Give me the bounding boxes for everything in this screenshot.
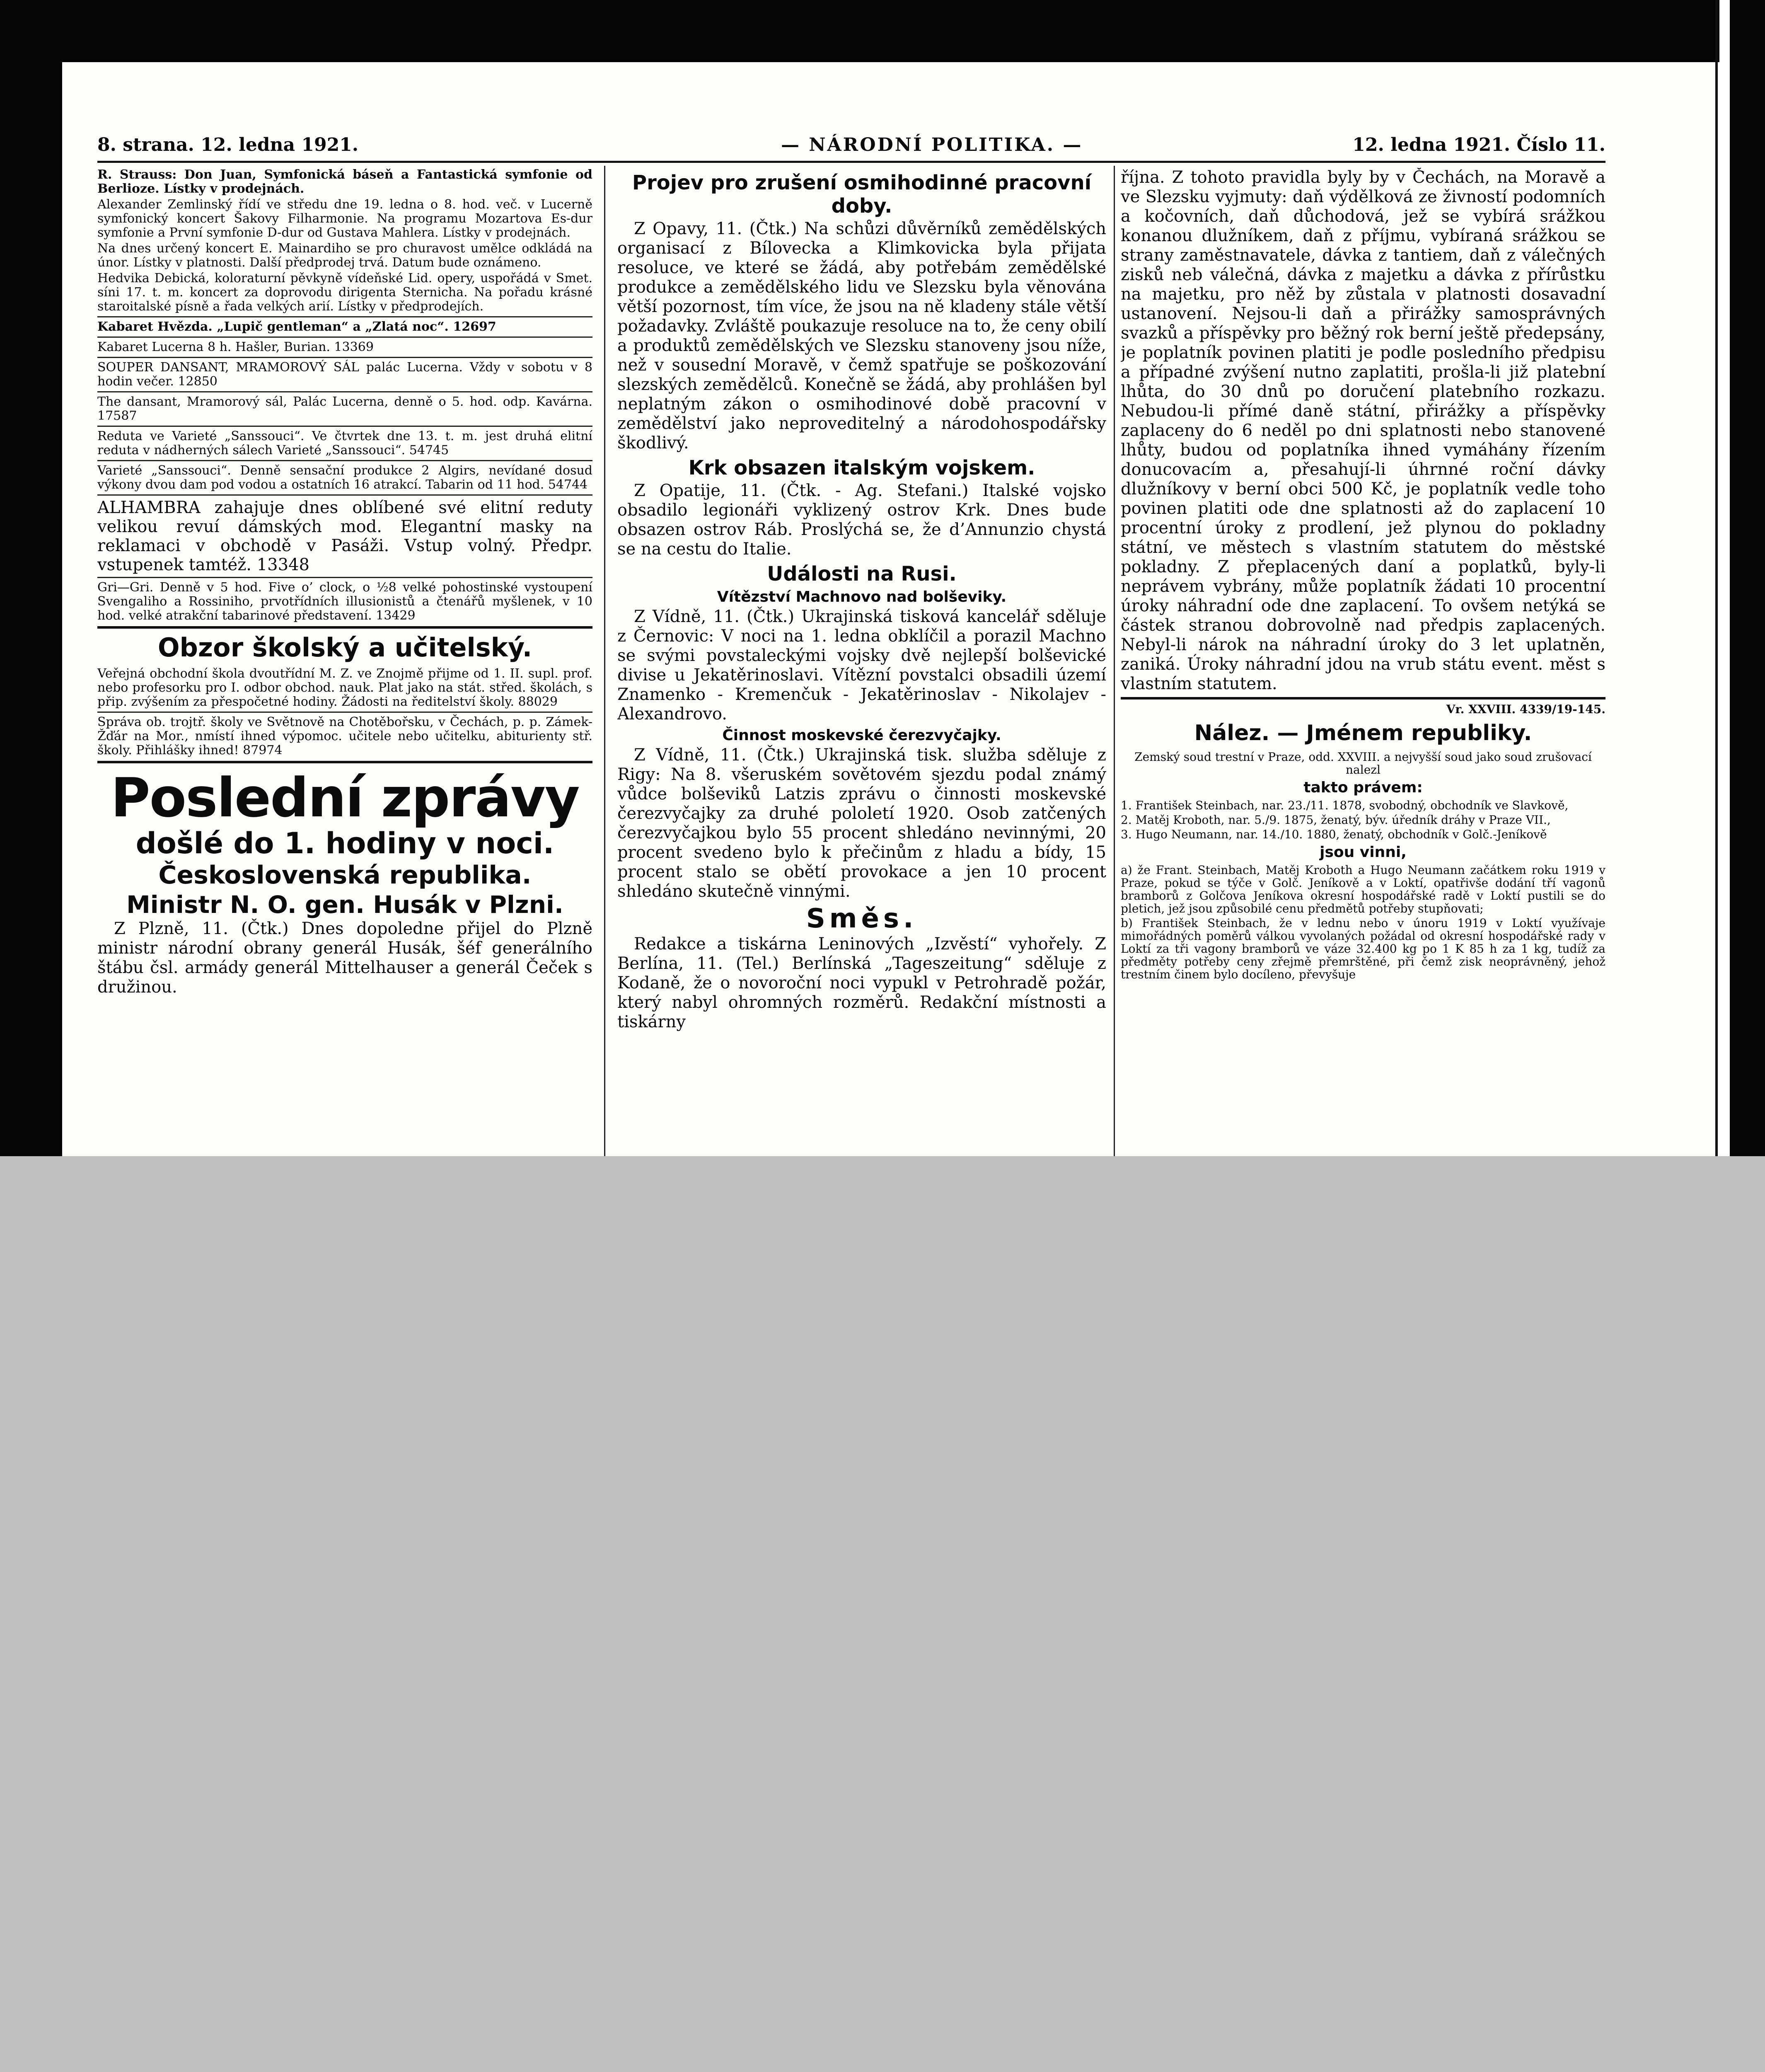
ad-entry: The dansant, Mramorový sál, Palác Lucerna, denně o 5. hod. odp. Kavárna. 17587	[97, 395, 592, 423]
obzor-item: Veřejná obchodní škola dvoutřídní M. Z. ve Znojmě přijme od 1. II. supl. prof. nebo profesorku pro I. odbor obchod. nauk. Plat jako na stát. střed. školách, s přip. zvýšením za přespočetné hodiny. Žádosti na ředitelství školy. 88029	[97, 666, 592, 709]
ad-divider	[97, 577, 592, 578]
obzor-item: Správa ob. trojtř. školy ve Světnově na Chotěbořsku, v Čechách, p. p. Zámek-Žďár na Mor., nmístí ihned výpomoc. učitele nebo učitelku, abiturienty stř. školy. Přihlášky ihned! 87974	[97, 715, 592, 758]
ad-divider	[97, 336, 592, 338]
takto-pravem: takto právem:	[1303, 779, 1423, 796]
section-heading-obzor: Obzor školský a učitelský.	[157, 632, 532, 663]
article-body-projev: Z Opavy, 11. (Čtk.) Na schůzi důvěrníků zemědělských organisací z Bílovecka a Klimkovicka byla přijata resoluce, ve které se žádá, aby potřebám zemědělské produkce a zemědělského lidu ve Slezsku byla věnována větší pozornost, tím více, že jsou na ně kladeny stále větší požadavky. Zvláště poukazuje resoluce na to, že ceny obilí a produktů zemědělských ve Slezsku stanoveny jsou níže, než v sousední Moravě, v čemž spatřuje se poškozování slezských zemědělců. Konečně se žádá, aby prohlášen byl neplatným zákon o osmihodinové době pracovní v zemědělství jako neproveditelný a národohospodářsky škodlivý.	[617, 219, 1106, 453]
ad-divider	[97, 494, 592, 496]
ad-divider	[97, 460, 592, 461]
ad-divider	[97, 357, 592, 358]
section-divider	[97, 626, 592, 629]
running-head	[97, 132, 1605, 163]
court-intro: Zemský soud trestní v Praze, odd. XXVIII. a nejvyšší soud jako soud zrušovací nalezl	[1134, 750, 1592, 777]
page-date-right: 12. ledna 1921. Číslo 11.	[1352, 134, 1605, 155]
column-rule-2	[1114, 166, 1115, 1156]
section-heading-posledni-zpravy: Poslední zprávy	[111, 766, 579, 829]
ad-entry: Kabaret Hvězda. „Lupič gentleman“ a „Zlatá noc“. 12697	[97, 320, 496, 334]
section-divider	[97, 761, 592, 763]
article-body-ministr: Z Plzně, 11. (Čtk.) Dnes dopoledne přijel do Plzně ministr národní obrany generál Husák, šéf generálního štábu čsl. armády generál Mittelhauser a generál Čeček s družinou.	[97, 919, 592, 997]
subheading-machno: Vítězství Machnovo nad bolševiky.	[717, 588, 1007, 605]
article-body-krk: Z Opatije, 11. (Čtk. - Ag. Stefani.) Italské vojsko obsadilo legionáři vyklizený ostrov Krk. Dnes bude obsazen ostrov Ráb. Proslýchá se, že d’Annunzio chystá se na cestu do Italie.	[617, 481, 1106, 559]
article-body-smes: Redakce a tiskárna Leninových „Izvěstí“ vyhořely. Z Berlína, 11. (Tel.) Berlínská „Tageszeitung“ sděluje z Kodaně, že o novoroční noci vypukl v Petrohradě požár, který nabyl ohromných rozměrů. Redakční místnosti a tiskárny	[617, 934, 1106, 1031]
concert-notice: Na dnes určený koncert E. Mainardiho se pro churavost umělce odkládá na únor. Lístky v platnosti. Další předprodej trvá. Datum bude oznámeno.	[97, 241, 592, 270]
article-heading-ministr: Ministr N. O. gen. Husák v Plzni.	[126, 891, 563, 919]
concert-notice: Hedvika Debická, koloraturní pěvkyně vídeňské Lid. opery, uspořádá v Smet. síni 17. t. m. koncert za doprovodu dirigenta Sternicha. Na pořadu krásné staroitalské písně a řada velkých arií. Lístky v předprodejích.	[97, 271, 592, 314]
article-heading-krk: Krk obsazen italským vojskem.	[688, 456, 1035, 479]
ad-divider	[97, 426, 592, 427]
scan-border-top	[0, 0, 1765, 62]
item-divider	[97, 712, 592, 713]
article-heading-projev: Projev pro zrušení osmihodinné pracovní doby.	[632, 171, 1092, 218]
concert-notice: Alexander Zemlinský řídí ve středu dne 19. ledna o 8. hod. več. v Lucerně symfonický koncert Šakovy Filharmonie. Na programu Mozartova Es-dur symfonie a První symfonie D-dur od Gustava Mahlera. Lístky v prodejnách.	[97, 197, 592, 240]
scan-border-left	[0, 0, 62, 1156]
subheading-cinnost: Činnost moskevské čerezvyčajky.	[722, 727, 1001, 744]
column-1	[97, 168, 592, 1154]
ad-entry: Kabaret Lucerna 8 h. Hašler, Burian. 13369	[97, 340, 374, 354]
article-heading-rusi: Události na Rusi.	[767, 562, 957, 586]
section-divider	[97, 316, 592, 317]
section-heading-nalez: Nález. — Jménem republiky.	[1194, 721, 1532, 746]
verdict-paragraph: b) František Steinbach, že v lednu nebo v únoru 1919 v Loktí využívaje mimořádných poměrů válkou vyvolaných požádal od okresní hospodářské rady v Loktí za tři vagony bramborů ve váze 32.400 kg po 1 K 85 h za 1 kg, tudíž za předměty potřeby ceny zřejmě přemrštěné, při čemž zisk neoprávněný, jehož trestním činem bylo docíleno, převyšuje	[1121, 916, 1605, 981]
jsou-vinni: jsou vinni,	[1320, 844, 1407, 861]
column-2	[617, 168, 1106, 1154]
ad-entry: Reduta ve Varieté „Sanssouci“. Ve čtvrtek dne 13. t. m. jest druhá elitní reduta v nádherných sálech Varieté „Sanssouci“. 54745	[97, 429, 592, 457]
ad-entry-alhambra: ALHAMBRA zahajuje dnes oblíbené své elitní reduty velikou revuí dámských mod. Elegantní masky na reklamaci v obchodě v Pasáži. Vstup volný. Předpr. vstupenek tamtéž. 13348	[97, 498, 592, 574]
scan-border-right	[1730, 0, 1765, 1156]
verdict-paragraph: a) že Frant. Steinbach, Matěj Kroboth a Hugo Neumann začátkem roku 1919 v Praze, pokud se týče v Golč. Jeníkově a v Loktí, opatřivše dodání tří vagonů bramborů z Golčova Jeníkova okresní hospodářské radě v Loktí pustili se do pletich, jež jsou způsobilé cenu předmětů potřeby stupňovati;	[1121, 863, 1605, 915]
defendant-entry: 2. Matěj Kroboth, nar. 5./9. 1875, ženatý, býv. úředník dráhy v Praze VII.,	[1121, 813, 1551, 827]
page-date-left: 8. strana. 12. ledna 1921.	[97, 134, 359, 155]
article-body-tax: října. Z tohoto pravidla byly by v Čechách, na Moravě a ve Slezsku vyjmuty: daň výdělková ze živností podomních a kočovních, daň důchodová, jež se vybírá srážkou konanou dlužníkem, daň z příjmu, vybíraná srážkou se strany zaměstnavatele, dávka z tantiem, daň z válečných zisků neb válečná, dávka z majetku a dávka z přírůstku na majetku, pro něž by zůstala v platnosti dosavadní ustanovení. Nejsou-li daň a přirážky samosprávných svazků a příspěvky pro běžný rok berní ještě předepsány, je poplatník povinen platiti je podle posledního předpisu a případné zvýšení nutno zaplatiti, prošla-li již platební lhůta, do 30 dnů po doručení platebního rozkazu. Nebudou-li přímé daně státní, přirážky a příspěvky zaplaceny do 6 neděl po dni splatnosti nebo stanovené lhůty, budou od poplatníka ihned vymáhány řízením donucovacím a, přesahují-li úhrnné roční dávky dlužníkovy v berní obci 500 Kč, je poplatník vedle toho povinen platiti ode dne splatnosti až do zaplacení 10 procentní úroky z prodlení, jež plynou do pokladny státní, ve městech s vlastním statutem do městské pokladny. Z přeplacených daní a poplatků, byly-li neprávem vybrány, může poplatník žádati 10 procentní úroky náhradní ode dne zaplacení. To ovšem netýká se částek stranou dobrovolně nad předpis zaplacených. Nebyl-li nárok na náhradní úroky do 3 let uplatněn, zaniká. Úroky náhradní jdou na vrub státu event. měst s vlastním statutem.	[1121, 168, 1605, 693]
column-3	[1121, 168, 1605, 1154]
masthead-title: — NÁRODNÍ POLITIKA. —	[781, 134, 1083, 155]
scan-margin-strip	[1719, 0, 1730, 1156]
scan-fold-line	[1715, 0, 1718, 1156]
article-body-cinnost: Z Vídně, 11. (Čtk.) Ukrajinská tisk. služba sděluje z Rigy: Na 8. všeruském sovětovém sjezdu podal známý vůdce bolševiků Latzis zprávu o činnosti moskevské čerezvyčajky za druhé pololetí 1920. Osob zatčených čerezvyčajkou bylo 55 procent shledáno nevinnými, 20 procent svedeno bylo k přečinům z hladu a bídy, 15 procent stalo se obětí provokace a jen 10 procent shledáno skutečně vinnými.	[617, 746, 1106, 901]
defendant-entry: 1. František Steinbach, nar. 23./11. 1878, svobodný, obchodník ve Slavkově,	[1121, 799, 1569, 812]
subheading-doslo: došlé do 1. hodiny v noci.	[135, 826, 554, 860]
defendant-entry: 3. Hugo Neumann, nar. 14./10. 1880, ženatý, obchodník v Golč.-Jeníkově	[1121, 828, 1547, 841]
article-body-machno: Z Vídně, 11. (Čtk.) Ukrajinská tisková kancelář sděluje z Černovic: V noci na 1. ledna obklíčil a porazil Machno se svými povstaleckými vojsky dvě nejlepší bolševické divise u Jekatěrinoslavi. Vítězní povstalci obsadili území Znamenko - Kremenčuk - Jekatěrinoslav - Nikolajev - Alexandrovo.	[617, 607, 1106, 724]
column-rule-1	[604, 166, 605, 1156]
ad-entry: Varieté „Sanssouci“. Denně sensační produkce 2 Algirs, nevídané dosud výkony dvou dam pod vodou a ostatních 16 atrakcí. Tabarin od 11 hod. 54744	[97, 463, 592, 492]
section-divider	[1121, 697, 1605, 700]
ad-entry: SOUPER DANSANT, MRAMOROVÝ SÁL palác Lucerna. Vždy v sobotu v 8 hodin večer. 12850	[97, 360, 592, 389]
ad-divider	[97, 391, 592, 392]
case-reference: Vr. XXVIII. 4339/19-145.	[1446, 702, 1605, 716]
subheading-csr: Československá republika.	[158, 861, 532, 890]
section-heading-smes: Směs.	[806, 903, 918, 934]
ad-entry: Gri—Gri. Denně v 5 hod. Five o’ clock, o ½8 velké pohostinské vystoupení Svengaliho a Rossiniho, prvotřídních illusionistů a čtenářů myšlenek, v 10 hod. velké atrakční tabarinové představení. 13429	[97, 580, 592, 623]
concert-notice: R. Strauss: Don Juan, Symfonická báseň a Fantastická symfonie od Berlioze. Lístky v prodejnách.	[97, 168, 592, 196]
